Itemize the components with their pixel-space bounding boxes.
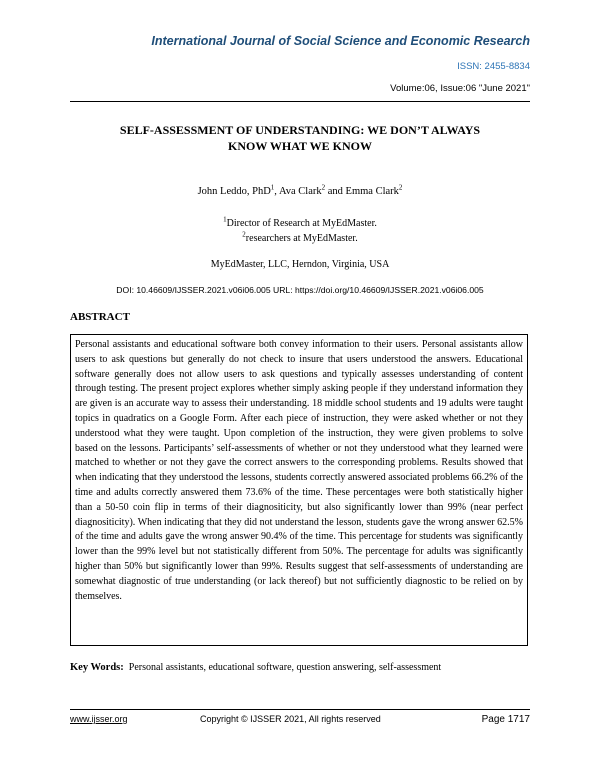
affiliation-text: Director of Research at MyEdMaster. xyxy=(226,218,377,229)
footer-site-link[interactable]: www.ijsser.org xyxy=(70,714,128,724)
author-separator: , xyxy=(274,186,279,197)
organization: MyEdMaster, LLC, Herndon, Virginia, USA xyxy=(210,259,390,270)
affiliation-mark: 2 xyxy=(242,230,246,239)
author-name: John Leddo, PhD xyxy=(197,186,271,197)
author-name: Ava Clark xyxy=(278,186,322,197)
affiliation xyxy=(70,215,530,229)
author-line xyxy=(70,183,530,197)
author-affiliation-mark: 2 xyxy=(321,183,326,192)
volume-issue: Volume:06, Issue:06 "June 2021" xyxy=(390,83,530,94)
abstract-body: Personal assistants and educational software both convey information to their users. Personal assistants allow users to ask questions but generally do not check to insure that users understood the answers. Educational software generally does not allow users to ask questions and typically assesses understanding of content through testing. The present project explores whether simply asking people if they understand information they are given is an accurate way to assess their understanding. 18 middle school students and 19 adults were taught topics in quadratics on a Google Form. After each piece of instruction, they were asked whether or not they understood what they were taught. Upon completion of the instruction, they were given problems to solve based on the lessons. Participants’ self-assessments of whether or not they understood what they learned were matched to whether or not they gave the correct answers to the corresponding problems. Results showed that when indicating that they understood the lessons, students correctly answered associated problems 66.2% of the time and adults correctly answered them 73.6% of the time. These percentages were both statistically higher than a 50-50 coin flip in terms of their diagnositicity, but also significantly lower than 99% (near perfect diagnositicity). When indicating that they did not understand the lesson, students gave the wrong answer 62.5% of the time and adults gave the wrong answer 90.4% of the time. This percentage for students was significantly lower than the 99% level but not statistically different from 50%. The percentage for adults was significantly higher than 50% but significantly lower than 99%. Results suggest that self-assessments of understanding are somewhat diagnostic of true understanding (or lack thereof) but not sufficiently diagnostic to be relied on by themselves. xyxy=(70,334,528,646)
author-name: Emma Clark xyxy=(345,186,399,197)
page-number: Page 1717 xyxy=(481,714,530,725)
header-divider xyxy=(70,101,530,102)
issn: ISSN: 2455-8834 xyxy=(457,61,530,72)
affiliation-mark: 1 xyxy=(223,215,227,224)
paper-title: SELF-ASSESSMENT OF UNDERSTANDING: WE DON’T ALWAYS KNOW WHAT WE KNOW xyxy=(119,123,481,153)
abstract-heading: ABSTRACT xyxy=(70,311,130,323)
doi-line: DOI: 10.46609/IJSSER.2021.v06i06.005 URL: https://doi.org/10.46609/IJSSER.2021.v06i06.005 xyxy=(116,285,484,295)
affiliation-text: researchers at MyEdMaster. xyxy=(245,233,358,244)
journal-name: International Journal of Social Science and Economic Research xyxy=(151,34,530,48)
keywords-label: Key Words: xyxy=(70,662,124,673)
keywords-text: Personal assistants, educational software, question answering, self-assessment xyxy=(128,662,442,673)
footer-copyright: Copyright © IJSSER 2021, All rights reserved xyxy=(200,714,381,724)
author-separator: and xyxy=(325,186,346,197)
author-affiliation-mark: 1 xyxy=(270,183,275,192)
footer-divider xyxy=(70,709,530,710)
affiliation xyxy=(70,230,530,244)
keywords xyxy=(70,662,441,673)
author-affiliation-mark: 2 xyxy=(398,183,403,192)
